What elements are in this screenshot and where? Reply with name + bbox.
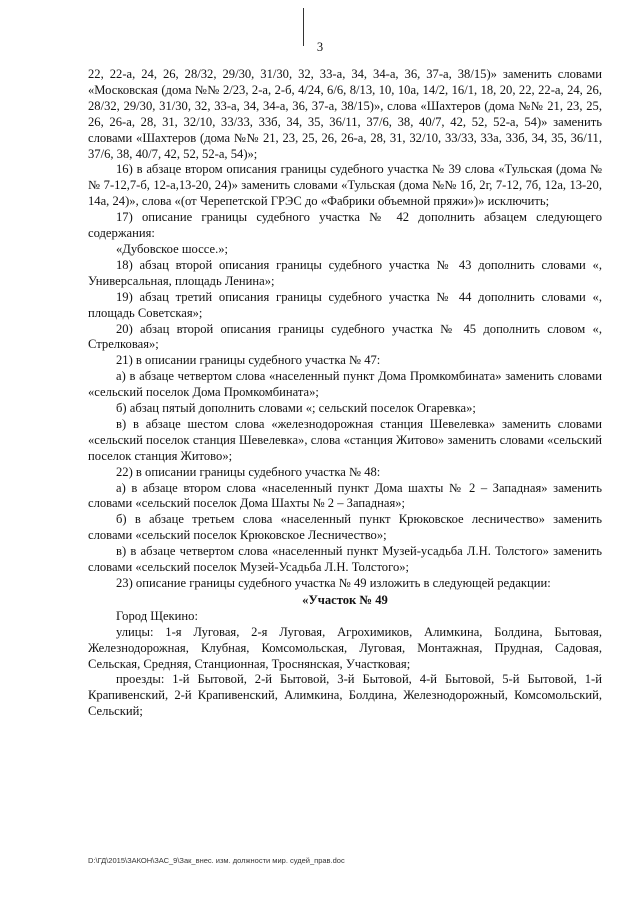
- paragraph: в) в абзаце шестом слова «железнодорожная станция Шевелевка» заменить словами «сельский поселок станция Шевелевка», слова «станция Житово» заменить словами «сельский поселок станция Житово»;: [88, 416, 602, 463]
- paragraph: 20) абзац второй описания границы судебного участка № 45 дополнить словом «, Стрелковая»;: [88, 321, 602, 352]
- paragraph: улицы: 1-я Луговая, 2-я Луговая, Агрохимиков, Алимкина, Болдина, Бытовая, Железнодорожная, Клубная, Комсомольская, Луговая, Монтажная, Прудная, Садовая, Сельская, Средняя, Станционная, Троснянская, Участковая;: [88, 624, 602, 671]
- paragraph: в) в абзаце четвертом слова «населенный пункт Музей-усадьба Л.Н. Толстого» заменить словами «сельский поселок Музей-Усадьба Л.Н. Толстого»;: [88, 544, 602, 575]
- paragraph: проезды: 1-й Бытовой, 2-й Бытовой, 3-й Бытовой, 4-й Бытовой, 5-й Бытовой, 1-й Крапивенский, 2-й Крапивенский, Алимкина, Болдина, Железнодорожный, Комсомольский, Сельский;: [88, 672, 602, 719]
- footer-file-path: D:\ГД\2015\ЗАКОН\ЗАС_9\Зак_внес. изм. должности мир. судей_прав.doc: [88, 856, 345, 865]
- paragraph: 19) абзац третий описания границы судебного участка № 44 дополнить словами «, площадь Советская»;: [88, 289, 602, 320]
- document-body: [88, 67, 602, 720]
- paragraph: а) в абзаце четвертом слова «населенный пункт Дома Промкомбината» заменить словами «сельский поселок Дома Промкомбината»;: [88, 369, 602, 400]
- paragraph: «Дубовское шоссе.»;: [116, 241, 229, 256]
- paragraph: 23) описание границы судебного участка № 49 изложить в следующей редакции:: [116, 576, 551, 590]
- paragraph: 16) в абзаце втором описания границы судебного участка № 39 слова «Тульская (дома №№ 7-12,7-б, 12-а,13-20, 24)» заменить словами «Тульская (дома №№ 1б, 2г, 7-12, 7б, 12а, 13-20, 14а, 24)», слова «(от Черепетской ГРЭС до «Фабрики объемной пряжи»)» исключить;: [88, 162, 602, 209]
- paragraph: 22, 22-а, 24, 26, 28/32, 29/30, 31/30, 32, 33-а, 34, 34-а, 36, 37-а, 38/15)» заменить словами «Московская (дома №№ 2/23, 2-а, 2-б, 4/24, 6/6, 8/13, 10, 10а, 14/2, 16/1, 18, 20, 22, 22-а, 24, 26, 28/32, 29/30, 31/30, 32, 33-а, 34, 34-а, 36, 37-а, 38/15)», слова «Шахтеров (дома №№ 21, 23, 25, 26, 26-а, 28, 31, 32/10, 33/33, 33б, 34, 35, 36/11, 37/6, 38, 40/7, 42, 52, 52-а, 54)» заменить словами «Шахтеров (дома №№ 21, 23, 25, 26, 26-а, 28, 31, 32/10, 33/33, 33а, 33б, 34, 35, 36/11, 37/6, 38, 40/7, 42, 52, 52-а, 54)»;: [88, 67, 602, 161]
- paragraph: а) в абзаце втором слова «населенный пункт Дома шахты № 2 – Западная» заменить словами «сельский поселок Дома Шахты № 2 – Западная»;: [88, 480, 602, 511]
- page-number: 3: [316, 40, 324, 54]
- paragraph: Город Щекино:: [116, 608, 198, 623]
- paragraph: б) абзац пятый дополнить словами «; сельский поселок Огаревка»;: [116, 401, 476, 416]
- paragraph: 22) в описании границы судебного участка № 48:: [116, 464, 381, 479]
- paragraph: 18) абзац второй описания границы судебного участка № 43 дополнить словами «, Универсальная, площадь Ленина»;: [88, 257, 602, 288]
- paragraph: б) в абзаце третьем слова «населенный пункт Крюковское лесничество» заменить словами «сельский поселок Крюковское Лесничество»;: [88, 512, 602, 543]
- section-heading: «Участок № 49: [302, 592, 388, 607]
- paragraph: 21) в описании границы судебного участка № 47:: [116, 353, 381, 368]
- paragraph: 17) описание границы судебного участка № 42 дополнить абзацем следующего содержания:: [88, 210, 602, 241]
